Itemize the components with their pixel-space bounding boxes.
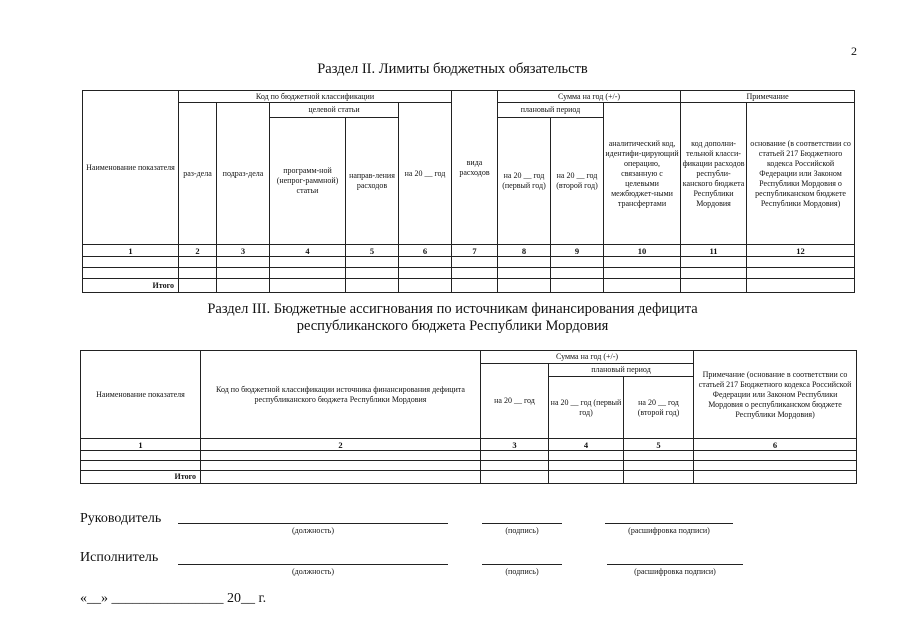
header-additional-code: код дополни-тельной класси-фикации расходов республи-канского бюджета Республики Мордовия (681, 103, 747, 245)
head-position-caption: (должность) (292, 526, 334, 535)
header-current-year: на 20 __ год (481, 364, 549, 439)
total-row (83, 279, 855, 293)
header-code-group: Код по бюджетной классификации (179, 91, 452, 103)
col-number: 6 (694, 439, 857, 451)
header-podrazdel: подраз-дела (217, 103, 270, 245)
col-number: 9 (551, 245, 604, 257)
col-number: 5 (346, 245, 399, 257)
table-row (83, 268, 855, 279)
total-row (81, 471, 857, 484)
header-analytic-code: аналитический код, идентифи-цирующий операцию, связанную с целевыми межбюджет-ными трансфертами (604, 103, 681, 245)
section-2-table (82, 90, 855, 293)
col-number: 2 (201, 439, 481, 451)
executor-signature-caption: (подпись) (505, 567, 539, 576)
total-label: Итого (81, 471, 201, 484)
total-label: Итого (83, 279, 179, 293)
col-number: 4 (549, 439, 624, 451)
col-number: 2 (179, 245, 217, 257)
col-number: 1 (83, 245, 179, 257)
column-number-row (81, 439, 857, 451)
header-second-year: на 20 __ год (второй год) (624, 377, 694, 439)
executor-label: Исполнитель (80, 550, 159, 565)
page-number: 2 (851, 44, 857, 58)
head-signature-line[interactable] (482, 523, 562, 524)
header-program: программ-ной (непрог-раммной) статьи (270, 118, 346, 245)
col-number: 1 (81, 439, 201, 451)
executor-position-caption: (должность) (292, 567, 334, 576)
header-sum-group: Сумма на год (+/-) (481, 351, 694, 364)
col-number: 8 (498, 245, 551, 257)
header-first-year: на 20 __ год (первый год) (498, 118, 551, 245)
header-name: Наименование показателя (81, 351, 201, 439)
head-label: Руководитель (80, 511, 162, 526)
date-field[interactable]: «__» ________________ 20__ г. (80, 591, 267, 606)
head-signature-caption: (подпись) (505, 526, 539, 535)
table-row (83, 257, 855, 268)
table-row (81, 451, 857, 461)
col-number: 3 (217, 245, 270, 257)
header-source-code: Код по бюджетной классификации источника финансирования дефицита республиканского бюджета Республики Мордовия (201, 351, 481, 439)
col-number: 10 (604, 245, 681, 257)
header-name: Наименование показателя (83, 91, 179, 245)
col-number: 11 (681, 245, 747, 257)
executor-position-line[interactable] (178, 564, 448, 565)
head-decode-caption: (расшифровка подписи) (628, 526, 710, 535)
column-number-row (83, 245, 855, 257)
header-current-year: на 20 __ год (399, 103, 452, 245)
section-3-title-line1: Раздел III. Бюджетные ассигнования по источникам финансирования дефицита (207, 301, 698, 317)
header-plan-period: плановый период (498, 103, 604, 118)
section-2-title: Раздел II. Лимиты бюджетных обязательств (317, 61, 588, 77)
header-plan-period: плановый период (549, 364, 694, 377)
section-3-title-line2: республиканского бюджета Республики Мордовия (296, 318, 609, 334)
header-first-year: на 20 __ год (первый год) (549, 377, 624, 439)
col-number: 3 (481, 439, 549, 451)
col-number: 4 (270, 245, 346, 257)
col-number: 5 (624, 439, 694, 451)
header-target: целевой статьи (270, 103, 399, 118)
col-number: 6 (399, 245, 452, 257)
section-3-table (80, 350, 857, 484)
header-second-year: на 20 __ год (второй год) (551, 118, 604, 245)
executor-decode-caption: (расшифровка подписи) (634, 567, 716, 576)
head-position-line[interactable] (178, 523, 448, 524)
header-basis: основание (в соответствии со статьей 217 Бюджетного кодекса Российской Федерации или Законом Республики Мордовия о республиканском бюджете Республики Мордовия) (747, 103, 855, 245)
col-number: 12 (747, 245, 855, 257)
executor-decode-line[interactable] (607, 564, 743, 565)
header-sum-group: Сумма на год (+/-) (498, 91, 681, 103)
header-napravlenie: направ-ления расходов (346, 118, 399, 245)
header-note: Примечание (основание в соответствии со статьей 217 Бюджетного кодекса Российской Федерации или Законом Республики Мордовия о республиканском бюджете Республики Мордовия) (694, 351, 857, 439)
executor-signature-line[interactable] (482, 564, 562, 565)
col-number: 7 (452, 245, 498, 257)
header-vid: вида расходов (452, 91, 498, 245)
head-decode-line[interactable] (605, 523, 733, 524)
header-note-group: Примечание (681, 91, 855, 103)
header-razdel: раз-дела (179, 103, 217, 245)
table-row (81, 461, 857, 471)
